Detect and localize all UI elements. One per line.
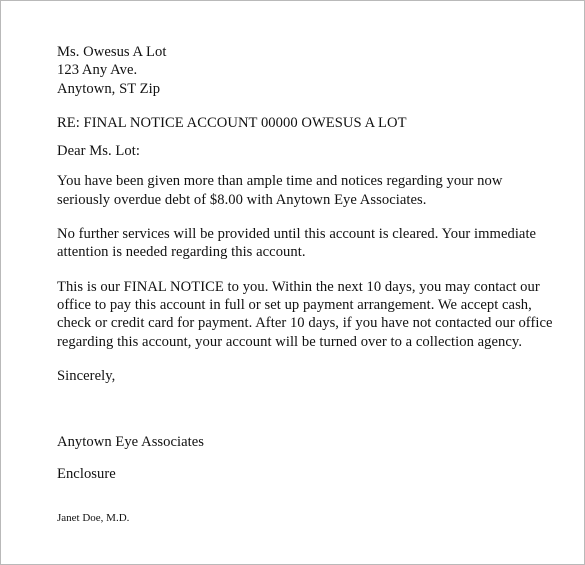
paragraph-line: attention is needed regarding this account. xyxy=(57,244,306,261)
paragraph-line: office to pay this account in full or set up payment arrangement. We accept cash, xyxy=(57,296,532,313)
salutation: Dear Ms. Lot: xyxy=(57,143,140,160)
paragraph-line: No further services will be provided until this account is cleared. Your immediate xyxy=(57,226,537,243)
paragraph-1 xyxy=(57,172,557,209)
subject-line: RE: FINAL NOTICE ACCOUNT 00000 OWESUS A LOT xyxy=(57,114,407,131)
signer-name: Janet Doe, M.D. xyxy=(57,511,130,524)
paragraph-line: check or credit card for payment. After 10 days, if you have not contacted our office xyxy=(57,315,553,332)
recipient-address xyxy=(57,43,557,98)
recipient-city-state-zip: Anytown, ST Zip xyxy=(57,80,161,97)
paragraph-line: regarding this account, your account will be turned over to a collection agency. xyxy=(57,333,523,350)
recipient-name: Ms. Owesus A Lot xyxy=(57,44,167,60)
paragraph-line: This is our FINAL NOTICE to you. Within the next 10 days, you may contact our xyxy=(57,278,540,295)
enclosure-note: Enclosure xyxy=(57,466,116,483)
paragraph-line: You have been given more than ample time and notices regarding your now xyxy=(57,173,503,190)
recipient-street: 123 Any Ave. xyxy=(57,62,138,79)
paragraph-3 xyxy=(57,278,557,351)
paragraph-2 xyxy=(57,225,557,262)
closing: Sincerely, xyxy=(57,367,116,384)
paragraph-line: seriously overdue debt of $8.00 with Anytown Eye Associates. xyxy=(57,191,427,208)
letter-body xyxy=(57,43,557,525)
sender-organization: Anytown Eye Associates xyxy=(57,434,205,451)
